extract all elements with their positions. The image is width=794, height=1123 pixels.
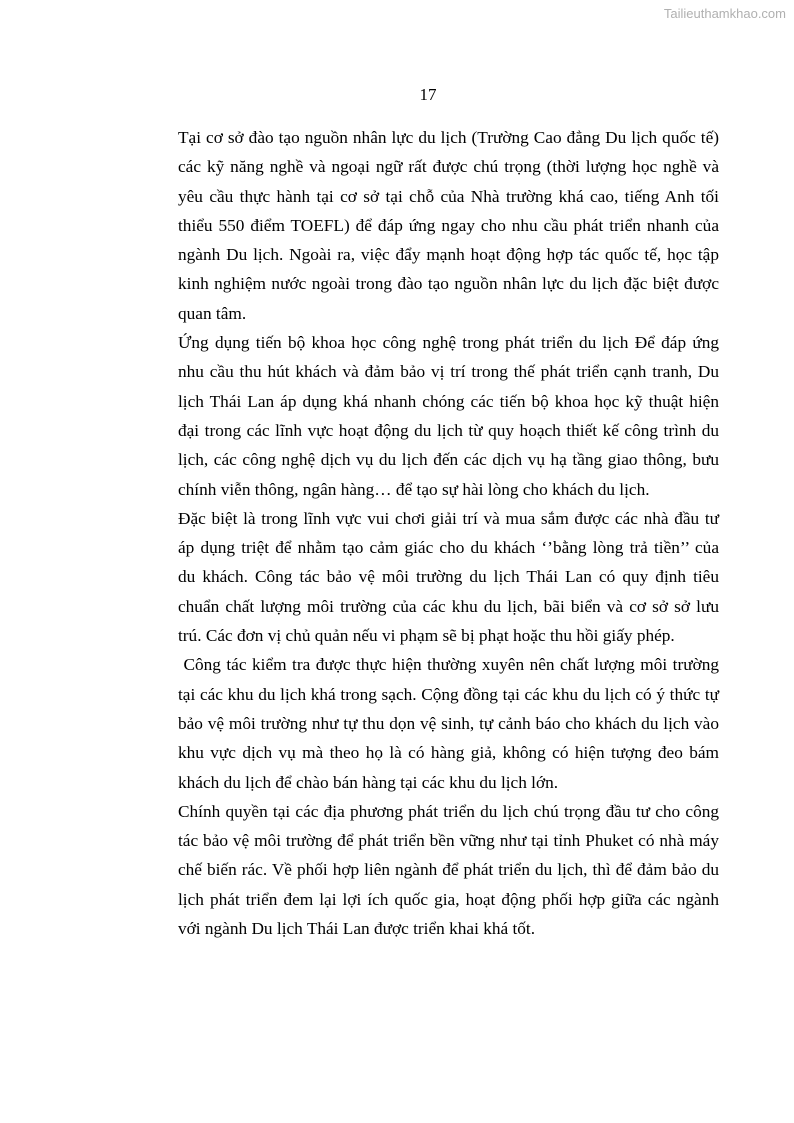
text-line: chính viễn thông, ngân hàng… để tạo sự hài lòng cho khách du lịch. bbox=[178, 479, 650, 499]
text-line: các kỹ năng nghề và ngoại ngữ rất được chú trọng (thời lượng học nghề và bbox=[178, 157, 719, 177]
watermark: Tailieuthamkhao.com bbox=[663, 6, 786, 21]
text-line: lịch phát triển đem lại lợi ích quốc gia, hoạt động phối hợp giữa các ngành bbox=[178, 889, 719, 909]
text-line: áp dụng triệt để nhằm tạo cảm giác cho du khách ‘’bằng lòng trả tiền’’ của bbox=[178, 538, 719, 558]
text-line: du khách. Công tác bảo vệ môi trường du lịch Thái Lan có quy định tiêu bbox=[178, 567, 719, 587]
text-line: Đặc biệt là trong lĩnh vực vui chơi giải trí và mua sắm được các nhà đầu tư bbox=[178, 508, 719, 528]
text-line: với ngành Du lịch Thái Lan được triển khai khá tốt. bbox=[178, 919, 536, 939]
text-line: chế biến rác. Về phối hợp liên ngành để phát triển du lịch, thì để đảm bảo du bbox=[178, 860, 719, 880]
text-line: Ứng dụng tiến bộ khoa học công nghệ trong phát triển du lịch Để đáp ứng bbox=[178, 333, 719, 353]
paragraph bbox=[178, 328, 719, 504]
text-line: Chính quyền tại các địa phương phát triển du lịch chú trọng đầu tư cho công bbox=[178, 801, 719, 821]
text-line: Tại cơ sở đào tạo nguồn nhân lực du lịch (Trường Cao đẳng Du lịch quốc tế) bbox=[178, 128, 719, 147]
text-line: chuẩn chất lượng môi trường của các khu du lịch, bãi biển và cơ sở sở lưu bbox=[178, 596, 719, 616]
paragraph bbox=[178, 504, 719, 650]
text-line: trú. Các đơn vị chủ quản nếu vi phạm sẽ bị phạt hoặc thu hồi giấy phép. bbox=[178, 626, 675, 646]
text-line: khách du lịch để chào bán hàng tại các khu du lịch lớn. bbox=[178, 772, 559, 792]
text-line: kinh nghiệm nước ngoài trong đào tạo nguồn nhân lực du lịch đặc biệt được bbox=[178, 274, 719, 294]
text-line: yêu cầu thực hành tại cơ sở tại chỗ của Nhà trường khá cao, tiếng Anh tối bbox=[178, 186, 719, 206]
paragraph bbox=[178, 650, 719, 796]
document-body bbox=[178, 123, 719, 943]
page-number: 17 bbox=[419, 85, 437, 104]
text-line: nhu cầu thu hút khách và đảm bảo vị trí trong thế phát triển cạnh tranh, Du bbox=[178, 362, 719, 382]
text-line: đại trong các lĩnh vực hoạt động du lịch từ quy hoạch thiết kế công trình du bbox=[178, 420, 719, 440]
text-line: Công tác kiểm tra được thực hiện thường xuyên nên chất lượng môi trường bbox=[178, 655, 719, 675]
text-line: khu vực dịch vụ mà theo họ là có hàng giả, không có hiện tượng đeo bám bbox=[178, 743, 719, 763]
paragraph bbox=[178, 123, 719, 328]
text-line: tại các khu du lịch khá trong sạch. Cộng đồng tại các khu du lịch có ý thức tự bbox=[178, 684, 719, 704]
text-line: ngành Du lịch. Ngoài ra, việc đẩy mạnh hoạt động hợp tác quốc tế, học tập bbox=[178, 245, 719, 265]
paragraph bbox=[178, 797, 719, 943]
text-line: lịch, các công nghệ dịch vụ du lịch đến các dịch vụ hạ tầng giao thông, bưu bbox=[178, 450, 719, 470]
text-line: quan tâm. bbox=[178, 303, 247, 323]
text-line: tác bảo vệ môi trường để phát triển bền vững như tại tỉnh Phuket có nhà máy bbox=[178, 831, 719, 851]
text-line: lịch Thái Lan áp dụng khá nhanh chóng các tiến bộ khoa học kỹ thuật hiện bbox=[178, 391, 719, 411]
text-line: bảo vệ môi trường như tự thu dọn vệ sinh, tự cảnh báo cho khách du lịch vào bbox=[178, 713, 719, 733]
text-line: thiểu 550 điểm TOEFL) để đáp ứng ngay cho nhu cầu phát triển nhanh của bbox=[178, 215, 719, 235]
